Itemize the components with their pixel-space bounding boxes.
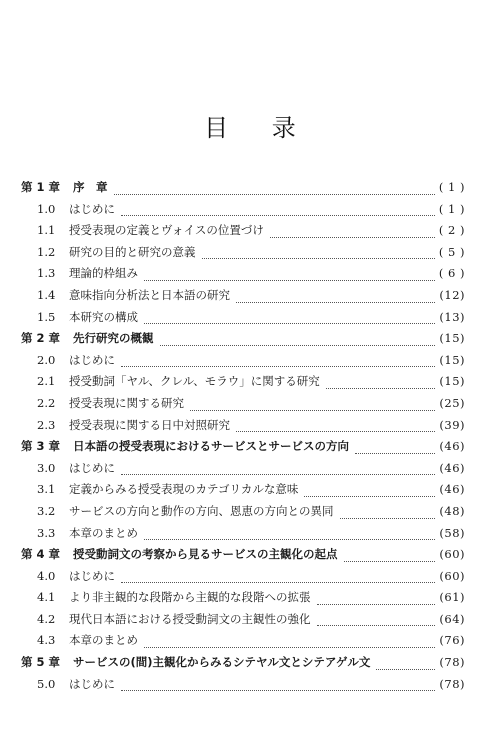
section-title: 現代日本語における授受動詞文の主観性の強化 — [69, 611, 311, 626]
dot-leader — [121, 689, 435, 691]
dot-leader — [144, 279, 435, 281]
chapter-number: 第 4 章 — [21, 547, 61, 562]
toc-section-entry[interactable] — [21, 566, 465, 588]
dot-leader — [376, 668, 435, 670]
section-title: 授受動詞「ヤル、クレル、モラウ」に関する研究 — [69, 374, 320, 389]
section-number: 4.0 — [37, 568, 56, 583]
page-number: (12) — [439, 287, 465, 302]
page-number: ( 6 ) — [438, 266, 465, 281]
section-title: 授受表現の定義とヴォイスの位置づけ — [69, 223, 264, 238]
section-title: 本章のまとめ — [69, 633, 138, 648]
toc-chapter-entry[interactable] — [21, 328, 465, 350]
toc-section-entry[interactable] — [21, 242, 465, 264]
dot-leader — [144, 538, 435, 540]
page-number: (61) — [439, 590, 465, 605]
section-title: 授受表現に関する日中対照研究 — [69, 417, 230, 432]
page-number: (15) — [439, 352, 465, 367]
section-number: 4.2 — [37, 611, 56, 626]
dot-leader — [317, 603, 436, 605]
toc-section-entry[interactable] — [21, 523, 465, 545]
section-number: 1.5 — [37, 309, 56, 324]
chapter-number: 第 5 章 — [21, 655, 61, 670]
chapter-number: 第 2 章 — [21, 331, 61, 346]
toc-chapter-entry[interactable] — [21, 544, 465, 566]
section-number: 5.0 — [37, 676, 56, 691]
section-number: 3.1 — [37, 482, 56, 497]
section-title: 研究の目的と研究の意義 — [69, 244, 196, 259]
chapter-title: サービスの(間)主観化からみるシテヤル文とシテアゲル文 — [73, 655, 371, 670]
dot-leader — [317, 624, 436, 626]
section-number: 1.4 — [37, 287, 56, 302]
dot-leader — [326, 387, 436, 389]
toc-section-entry[interactable] — [21, 393, 465, 415]
section-number: 3.0 — [37, 460, 56, 475]
dot-leader — [160, 344, 436, 346]
page-number: ( 5 ) — [438, 244, 465, 259]
toc-section-entry[interactable] — [21, 263, 465, 285]
section-title: 意味指向分析法と日本語の研究 — [69, 287, 230, 302]
section-title: 授受表現に関する研究 — [69, 395, 184, 410]
page-title: 目 录 — [204, 114, 314, 142]
dot-leader — [236, 430, 435, 432]
page-number: ( 2 ) — [438, 223, 465, 238]
section-number: 1.1 — [37, 223, 56, 238]
section-title: はじめに — [69, 676, 115, 691]
toc-chapter-entry[interactable] — [21, 177, 465, 199]
section-number: 3.3 — [37, 525, 56, 540]
page-number: (46) — [439, 482, 465, 497]
toc-section-entry[interactable] — [21, 415, 465, 437]
toc-chapter-entry[interactable] — [21, 436, 465, 458]
toc-section-entry[interactable] — [21, 307, 465, 329]
section-number: 2.0 — [37, 352, 56, 367]
section-number: 1.2 — [37, 244, 56, 259]
section-title: 理論的枠組み — [69, 266, 138, 281]
dot-leader — [304, 495, 435, 497]
section-title: はじめに — [69, 460, 115, 475]
section-number: 2.2 — [37, 395, 56, 410]
toc-section-entry[interactable] — [21, 674, 465, 696]
table-of-contents — [21, 177, 465, 695]
chapter-number: 第 3 章 — [21, 439, 61, 454]
toc-section-entry[interactable] — [21, 479, 465, 501]
page-number: (46) — [439, 439, 465, 454]
toc-section-entry[interactable] — [21, 458, 465, 480]
chapter-number: 第 1 章 — [21, 180, 61, 194]
page-number: (46) — [439, 460, 465, 475]
toc-chapter-entry[interactable] — [21, 652, 465, 674]
section-title: はじめに — [69, 201, 115, 216]
dot-leader — [121, 581, 435, 583]
section-title: 本章のまとめ — [69, 525, 138, 540]
page-number: ( 1 ) — [438, 201, 465, 216]
section-number: 4.3 — [37, 633, 56, 648]
section-title: 定義からみる授受表現のカテゴリカルな意味 — [69, 482, 299, 497]
page-number: (78) — [439, 676, 465, 691]
section-number: 3.2 — [37, 503, 56, 518]
section-number: 2.3 — [37, 417, 56, 432]
toc-section-entry[interactable] — [21, 609, 465, 631]
toc-section-entry[interactable] — [21, 371, 465, 393]
section-number: 4.1 — [37, 590, 56, 605]
page-number: (60) — [439, 568, 465, 583]
dot-leader — [114, 193, 435, 195]
page-number: (48) — [439, 503, 465, 518]
toc-section-entry[interactable] — [21, 285, 465, 307]
dot-leader — [270, 236, 435, 238]
section-number: 2.1 — [37, 374, 56, 389]
dot-leader — [236, 301, 435, 303]
dot-leader — [355, 452, 435, 454]
page-number: (58) — [439, 525, 465, 540]
section-title: 本研究の構成 — [69, 309, 138, 324]
dot-leader — [121, 473, 435, 475]
page-number: ( 1 ) — [438, 180, 465, 194]
chapter-title: 日本語の授受表現におけるサービスとサービスの方向 — [73, 439, 349, 454]
toc-section-entry[interactable] — [21, 350, 465, 372]
toc-section-entry[interactable] — [21, 501, 465, 523]
page-number: (13) — [439, 309, 465, 324]
page-number: (15) — [439, 374, 465, 389]
section-title: はじめに — [69, 568, 115, 583]
page-number: (39) — [439, 417, 465, 432]
dot-leader — [190, 409, 435, 411]
section-number: 1.3 — [37, 266, 56, 281]
chapter-title: 先行研究の概観 — [73, 331, 154, 346]
chapter-title: 授受動詞文の考察から見るサービスの主観化の起点 — [73, 547, 338, 562]
section-title: より非主観的な段階から主観的な段階への拡張 — [69, 590, 311, 605]
section-number: 1.0 — [37, 201, 56, 216]
chapter-title: 序 章 — [73, 180, 108, 194]
toc-section-entry[interactable] — [21, 199, 465, 221]
section-title: サービスの方向と動作の方向、恩恵の方向との異同 — [69, 503, 334, 518]
dot-leader — [144, 322, 435, 324]
page-number: (64) — [439, 611, 465, 626]
dot-leader — [121, 365, 435, 367]
page-number: (76) — [439, 633, 465, 648]
dot-leader — [144, 646, 435, 648]
page-number: (60) — [439, 547, 465, 562]
dot-leader — [121, 214, 435, 216]
toc-section-entry[interactable] — [21, 587, 465, 609]
dot-leader — [340, 517, 436, 519]
section-title: はじめに — [69, 352, 115, 367]
toc-section-entry[interactable] — [21, 220, 465, 242]
page-number: (78) — [439, 655, 465, 670]
dot-leader — [202, 257, 435, 259]
page-number: (25) — [439, 395, 465, 410]
dot-leader — [344, 560, 436, 562]
page-number: (15) — [439, 331, 465, 346]
toc-section-entry[interactable] — [21, 630, 465, 652]
